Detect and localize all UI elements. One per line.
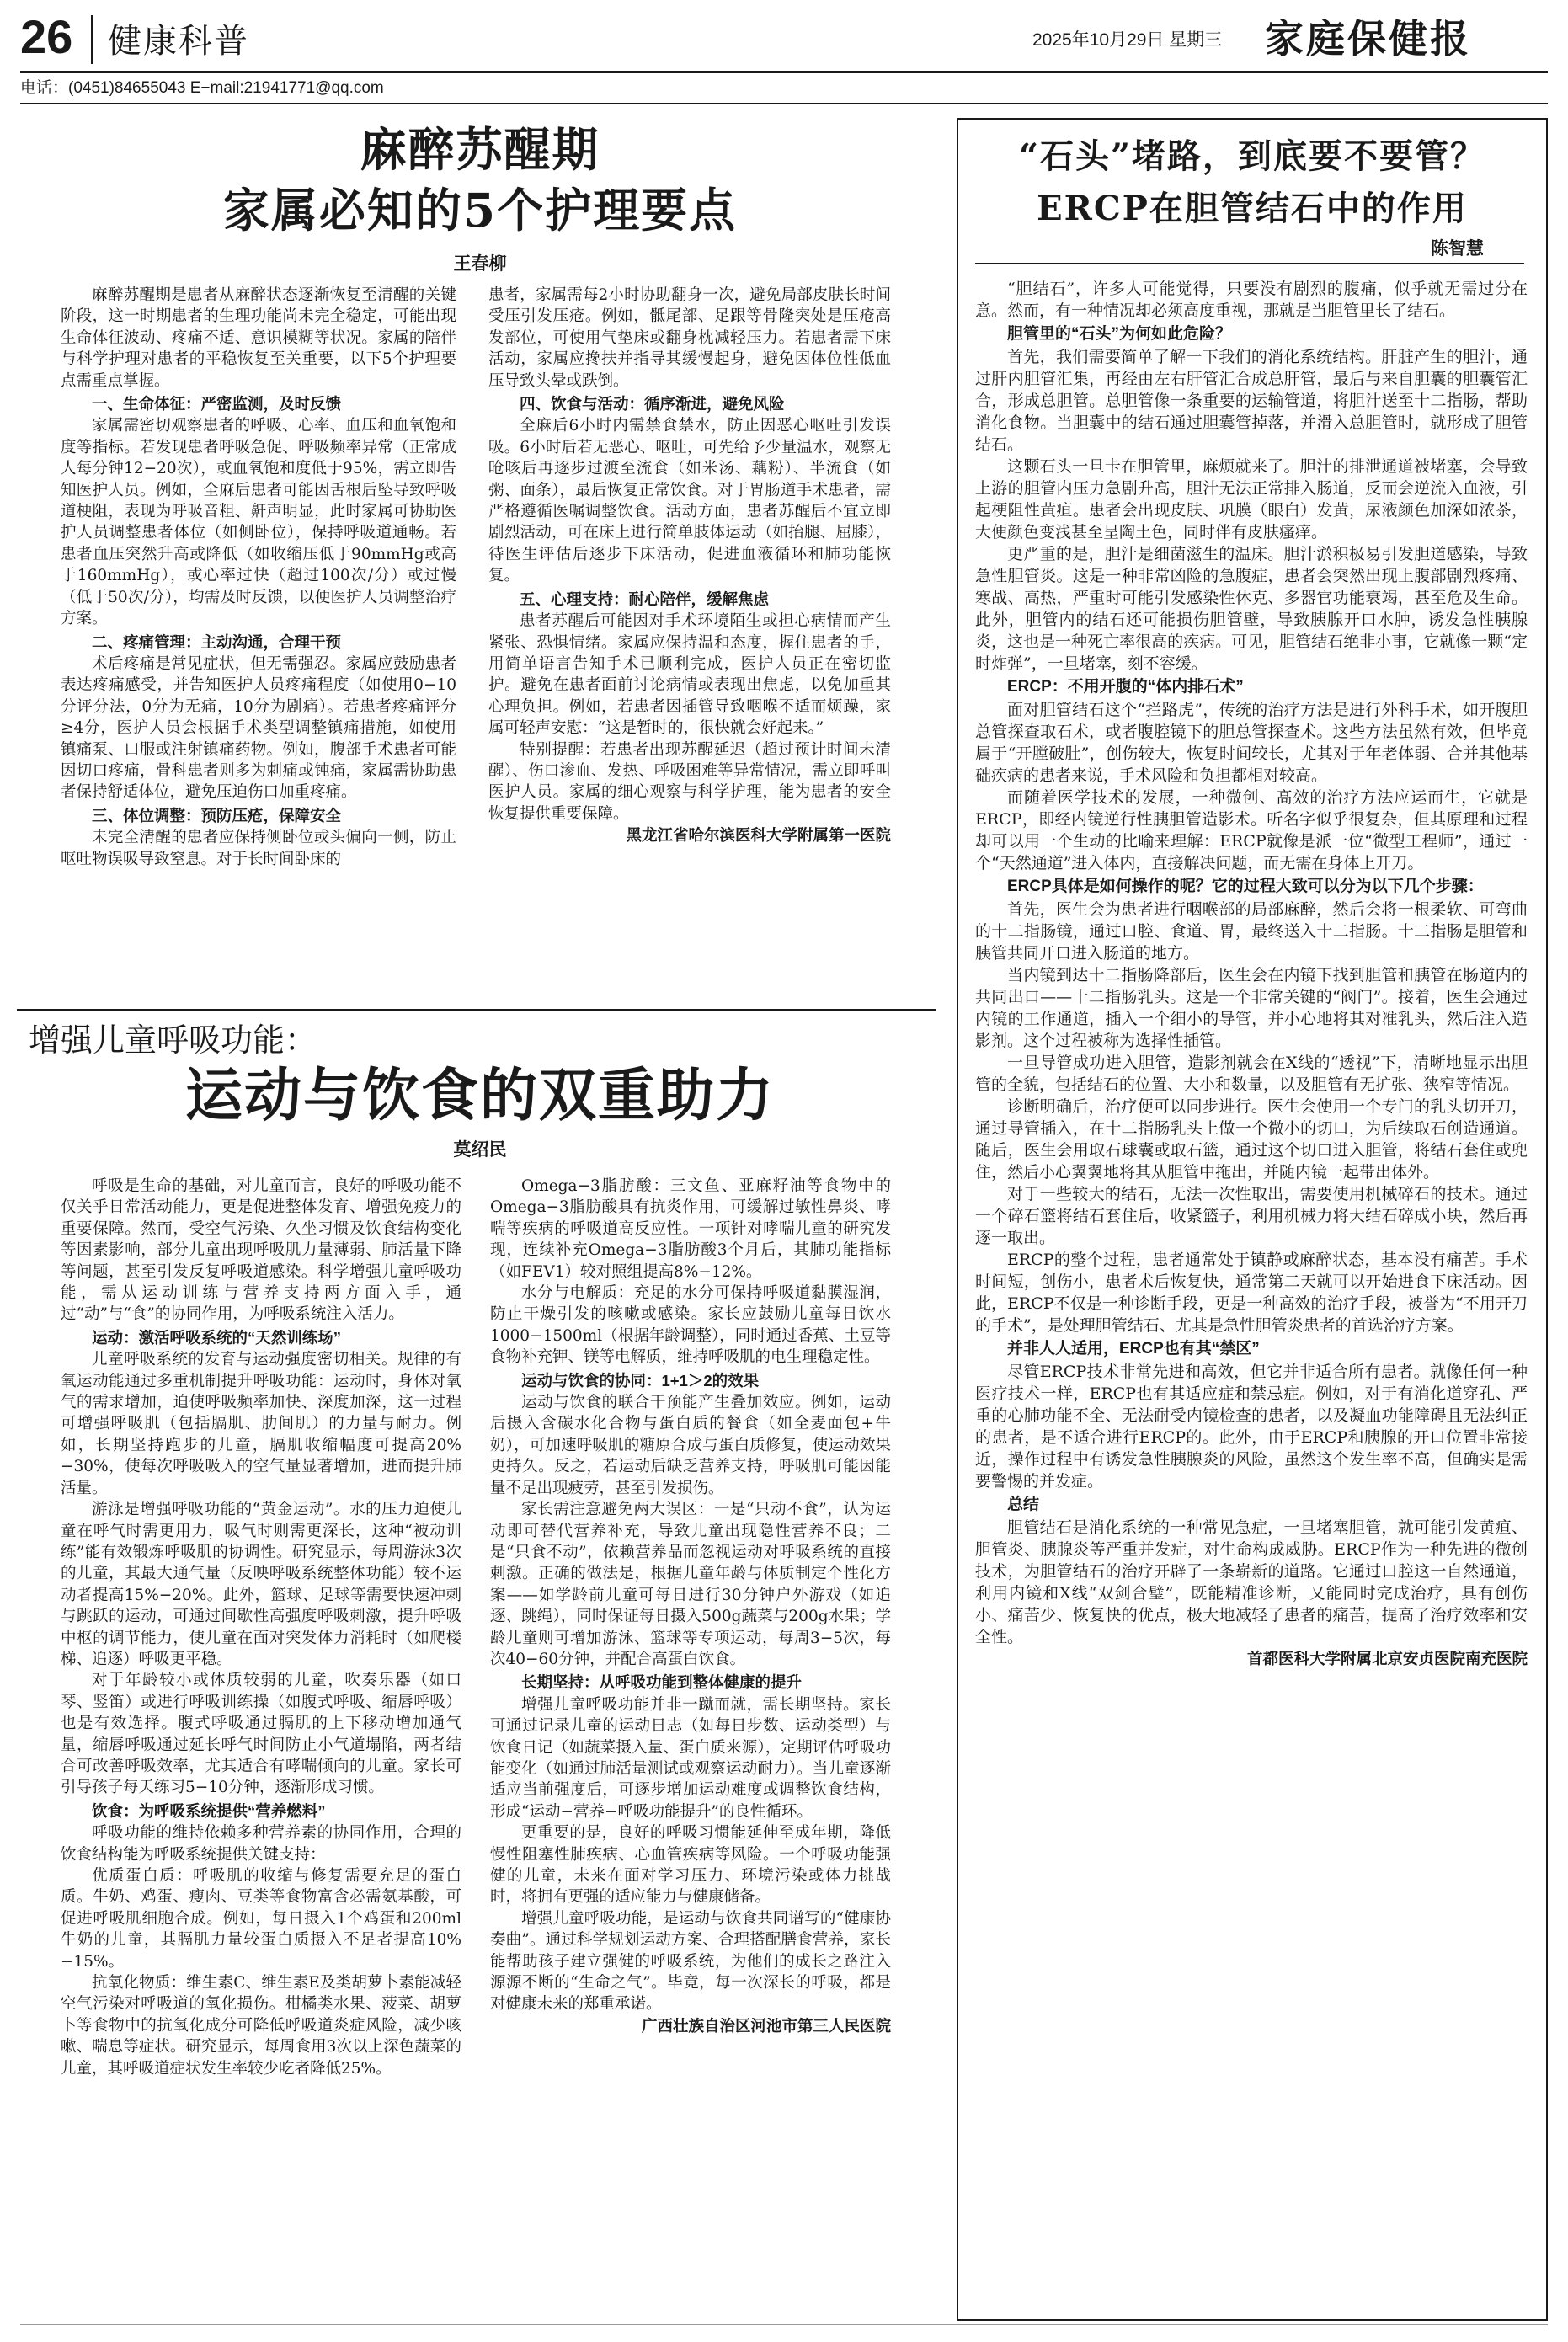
newspaper-name: 家庭保健报	[1265, 16, 1471, 61]
paragraph: 患者，家属需每2小时协助翻身一次，避免局部皮肤长时间受压引发压疮。例如，骶尾部、足跟等骨隆突处是压疮高发部位，可使用气垫床或翻身枕减轻压力。若患者需下床活动，家属应搀扶并指导其缓慢起身，避免因体位性低血压导致头晕或跌倒。	[488, 286, 891, 390]
subheading: 运动：激活呼吸系统的“天然训练场”	[92, 1328, 342, 1347]
subheading: 一、生命体征：严密监测，及时反馈	[92, 395, 342, 413]
header-divider	[91, 15, 93, 64]
article1-title-line1: 麻醉苏醒期	[360, 122, 600, 177]
article1-title	[51, 120, 909, 241]
contact-rule	[20, 103, 1548, 104]
article3-author: 陈智慧	[1431, 239, 1484, 259]
paragraph: 更严重的是，胆汁是细菌滋生的温床。胆汁淤积极易引发胆道感染，导致急性胆管炎。这是一种非常凶险的急腹症，患者会突然出现上腹部剧烈疼痛、寒战、高热，严重时可能引发感染性休克、多器官功能衰竭，甚至危及生命。此外，胆管内的结石还可能损伤胆管壁，导致胰腺开口水肿，诱发急性胰腺炎，这也是一种死亡率很高的疾病。可见，胆管结石绝非小事，它就像一颗“定时炸弹”，一旦堵塞，刻不容缓。	[975, 545, 1528, 673]
contact-line: 电话：(0451)84655043 E−mail:21941771@qq.com	[20, 79, 384, 97]
paragraph: 呼吸是生命的基础，对儿童而言，良好的呼吸功能不仅关乎日常活动能力，更是促进整体发育、增强免疫力的重要保障。然而，受空气污染、久坐习惯及饮食结构变化等因素影响，部分儿童出现呼吸肌力量薄弱、肺活量下降等问题，甚至引发反复呼吸道感染。科学增强儿童呼吸功能，需从运动训练与营养支持两方面入手，通过“动”与“食”的协同作用，为呼吸系统注入活力。	[61, 1177, 461, 1324]
paragraph: 特别提醒：若患者出现苏醒延迟（超过预计时间未清醒）、伤口渗血、发热、呼吸困难等异常情况，需立即呼叫医护人员。家属的细心观察与科学护理，能为患者的安全恢复提供重要保障。	[488, 740, 891, 823]
author-affiliation: 首都医科大学附属北京安贞医院南充医院	[1246, 1650, 1528, 1667]
paragraph: 游泳是增强呼吸功能的“黄金运动”。水的压力迫使儿童在呼气时需更用力，吸气时则需更深长，这种“被动训练”能有效锻炼呼吸肌的协调性。研究显示，每周游泳3次的儿童，其最大通气量（反映呼吸系统整体功能）较不运动者提高15%−20%。此外，篮球、足球等需要快速冲刺与跳跃的运动，可通过间歇性高强度呼吸刺激，提升呼吸中枢的调节能力，使儿童在面对突发体力消耗时（如爬楼梯、追逐）呼吸更平稳。	[61, 1501, 461, 1668]
article2-column-left	[61, 1176, 461, 2313]
paragraph: 更重要的是，良好的呼吸习惯能延伸至成年期，降低慢性阻塞性肺疾病、心血管疾病等风险。一个呼吸功能强健的儿童，未来在面对学习压力、环境污染或体力挑战时，将拥有更强的适应能力与健康储备。	[490, 1824, 891, 1907]
author-affiliation: 黑龙江省哈尔滨医科大学附属第一医院	[626, 826, 891, 845]
paragraph: 儿童呼吸系统的发育与运动强度密切相关。规律的有氧运动能通过多重机制提升呼吸功能：运动时，身体对氧气的需求增加，迫使呼吸频率加快、深度加深，这一过程可增强呼吸肌（包括膈肌、肋间肌）的力量与耐力。例如，长期坚持跑步的儿童，膈肌收缩幅度可提高20%−30%，使每次呼吸吸入的空气量显著增加，进而提升肺活量。	[61, 1351, 461, 1497]
paragraph: ERCP的整个过程，患者通常处于镇静或麻醉状态，基本没有痛苦。手术时间短，创伤小，患者术后恢复快，通常第二天就可以开始进食下床活动。因此，ERCP不仅是一种诊断手段，更是一种高效的治疗手段，被誉为“不用开刀的手术”，是处理胆管结石、尤其是急性胆管炎患者的首选治疗方案。	[975, 1251, 1528, 1335]
paragraph: 抗氧化物质：维生素C、维生素E及类胡萝卜素能减轻空气污染对呼吸道的氧化损伤。柑橘类水果、菠菜、胡萝卜等食物中的抗氧化成分可降低呼吸道炎症风险，减少咳嗽、喘息等症状。研究显示，每周食用3次以上深色蔬菜的儿童，其呼吸道症状发生率较少吃者降低25%。	[61, 1974, 461, 2078]
paragraph: 优质蛋白质：呼吸肌的收缩与修复需要充足的蛋白质。牛奶、鸡蛋、瘦肉、豆类等食物富含必需氨基酸，可促进呼吸肌细胞合成。例如，每日摄入1个鸡蛋和200ml牛奶的儿童，其膈肌力量较蛋白质摄入不足者提高10%−15%。	[61, 1867, 461, 1971]
paragraph: 而随着医学技术的发展，一种微创、高效的治疗方法应运而生，它就是ERCP，即经内镜逆行性胰胆管造影术。听名字似乎很复杂，但其原理和过程却可以用一个生动的比喻来理解：ERCP就像是派一位“微型工程师”，通过一个“天然通道”进入体内，直接解决问题，而无需在身体上开刀。	[975, 788, 1528, 872]
paragraph: “胆结石”，许多人可能觉得，只要没有剧烈的腹痛，似乎就无需过分在意。然而，有一种情况却必须高度重视，那就是当胆管里长了结石。	[975, 280, 1528, 320]
paragraph: 水分与电解质：充足的水分可保持呼吸道黏膜湿润，防止干燥引发的咳嗽或感染。家长应鼓励儿童每日饮水1000−1500ml（根据年龄调整），同时通过香蕉、土豆等食物补充钾、镁等电解质，维持呼吸肌的电生理稳定性。	[490, 1284, 891, 1367]
paragraph: 未完全清醒的患者应保持侧卧位或头偏向一侧，防止呕吐物误吸导致窒息。对于长时间卧床的	[61, 829, 456, 868]
article2-kicker: 增强儿童呼吸功能：	[29, 1023, 317, 1059]
paragraph: 全麻后6小时内需禁食禁水，防止因恶心呕吐引发误吸。6小时后若无恶心、呕吐，可先给予少量温水，观察无呛咳后再逐步过渡至流食（如米汤、藕粉）、半流食（如粥、面条），最后恢复正常饮食。对于胃肠道手术患者，需严格遵循医嘱调整饮食。活动方面，患者苏醒后不宜立即剧烈活动，可在床上进行简单肢体运动（如抬腿、屈膝），待医生评估后逐步下床活动，促进血液循环和肺功能恢复。	[488, 417, 891, 585]
issue-date: 2025年10月29日 星期三	[1032, 30, 1223, 50]
section-title: 健康科普	[108, 23, 249, 60]
subheading: 五、心理支持：耐心陪伴，缓解焦虑	[520, 590, 770, 608]
article1-author: 王春柳	[453, 254, 507, 274]
article2-author: 莫绍民	[453, 1140, 507, 1160]
article2-column-right	[490, 1176, 891, 2313]
subheading: 并非人人适用，ERCP也有其“禁区”	[1007, 1340, 1260, 1358]
subheading: 胆管里的“石头”为何如此危险？	[1007, 325, 1232, 343]
subheading: ERCP具体是如何操作的呢？它的过程大致可以分为以下几个步骤：	[1007, 878, 1484, 895]
author-affiliation: 广西壮族自治区河池市第三人民医院	[641, 2016, 891, 2035]
article3-title-line1: “石头”堵路，到底要不要管？	[1018, 136, 1485, 176]
paragraph: 胆管结石是消化系统的一种常见急症，一旦堵塞胆管，就可能引发黄疸、胆管炎、胰腺炎等严重并发症，对生命构成威胁。ERCP作为一种先进的微创技术，为胆管结石的治疗开辟了一条崭新的道路。它通过口腔这一自然通道，利用内镜和X线“双剑合璧”，既能精准诊断，又能同时完成治疗，具有创伤小、痛苦少、恢复快的优点，极大地减轻了患者的痛苦，提高了治疗效率和安全性。	[975, 1518, 1528, 1646]
paragraph: 首先，医生会为患者进行咽喉部的局部麻醉，然后会将一根柔软、可弯曲的十二指肠镜，通过口腔、食道、胃，最终送入十二指肠。十二指肠是胆管和胰管共同开口进入肠道的地方。	[975, 900, 1528, 963]
subheading: 三、体位调整：预防压疮，保障安全	[92, 806, 342, 824]
subheading: 饮食：为呼吸系统提供“营养燃料”	[92, 1801, 326, 1820]
paragraph: 对于年龄较小或体质较弱的儿童，吹奏乐器（如口琴、竖笛）或进行呼吸训练操（如腹式呼吸、缩唇呼吸）也是有效选择。腹式呼吸通过膈肌的上下移动增加通气量，缩唇呼吸通过延长呼气时间防止小气道塌陷，两者结合可改善呼吸效率，尤其适合有哮喘倾向的儿童。家长可引导孩子每天练习5−10分钟，逐渐形成习惯。	[61, 1672, 461, 1797]
paragraph: 面对胆管结石这个“拦路虎”，传统的治疗方法是进行外科手术，如开腹胆总管探查取石术，或者腹腔镜下的胆总管探查术。这些方法虽然有效，但毕竟属于“开膛破肚”，创伤较大，恢复时间较长，尤其对于年老体弱、合并其他基础疾病的患者来说，手术风险和负担都相对较高。	[975, 701, 1528, 785]
article1-title-line2: 家属必知的5个护理要点	[222, 183, 738, 237]
footer-rule	[20, 2324, 1548, 2325]
paragraph: 首先，我们需要简单了解一下我们的消化系统结构。肝脏产生的胆汁，通过肝内胆管汇集，再经由左右肝管汇合成总肝管，最后与来自胆囊的胆囊管汇合，形成总胆管。总胆管像一条重要的运输管道，将胆汁送至十二指肠，帮助消化食物。当胆囊中的结石通过胆囊管掉落，并滑入总胆管时，就形成了胆管结石。	[975, 348, 1528, 454]
paragraph: 一旦导管成功进入胆管，造影剂就会在X线的“透视”下，清晰地显示出胆管的全貌，包括结石的位置、大小和数量，以及胆管有无扩张、狭窄等情况。	[975, 1054, 1528, 1094]
paragraph: 增强儿童呼吸功能并非一蹴而就，需长期坚持。家长可通过记录儿童的运动日志（如每日步数、运动类型）与饮食日记（如蔬菜摄入量、蛋白质来源），定期评估呼吸功能变化（如通过肺活量测试或观察运动耐力）。当儿童逐渐适应当前强度后，可逐步增加运动难度或调整饮食结构，形成“运动−营养−呼吸功能提升”的良性循环。	[490, 1695, 891, 1821]
article3-body	[975, 278, 1528, 2313]
article2-title: 运动与饮食的双重助力	[184, 1062, 775, 1129]
paragraph: 增强儿童呼吸功能，是运动与饮食共同谱写的“健康协奏曲”。通过科学规划运动方案、合理搭配膳食营养，家长能帮助孩子建立强健的呼吸系统，为他们的成长之路注入源源不断的“生命之气”。毕竟，每一次深长的呼吸，都是对健康未来的郑重承诺。	[490, 1909, 891, 2014]
article3-title-rule	[975, 263, 1524, 264]
subheading: ERCP：不用开腹的“体内排石术”	[1007, 678, 1244, 696]
article-divider	[17, 1009, 936, 1011]
paragraph: 家属需密切观察患者的呼吸、心率、血压和血氧饱和度等指标。若发现患者呼吸急促、呼吸频率异常（正常成人每分钟12−20次），或血氧饱和度低于95%，需立即告知医护人员。例如，全麻后患者可能因舌根后坠导致呼吸道梗阻，表现为呼吸音粗、鼾声明显，此时家属可协助医护人员调整患者体位（如侧卧位），保持呼吸道通畅。若患者血压突然升高或降低（如收缩压低于90mmHg或高于160mmHg），或心率过快（超过100次/分）或过慢（低于50次/分），均需及时反馈，以便医护人员调整治疗方案。	[61, 417, 456, 628]
paragraph: 运动与饮食的联合干预能产生叠加效应。例如，运动后摄入含碳水化合物与蛋白质的餐食（如全麦面包+牛奶），可加速呼吸肌的糖原合成与蛋白质修复，使运动效果更持久。反之，若运动后缺乏营养支持，呼吸肌可能因能量不足出现疲劳，甚至引发损伤。	[490, 1394, 891, 1497]
paragraph: 家长需注意避免两大误区：一是“只动不食”，认为运动即可替代营养补充，导致儿童出现隐性营养不良；二是“只食不动”，依赖营养品而忽视运动对呼吸系统的直接刺激。正确的做法是，根据儿童年龄与体质制定个性化方案——如学龄前儿童可每日进行30分钟户外游戏（如追逐、跳绳），同时保证每日摄入500g蔬菜与200g水果；学龄儿童则可增加游泳、篮球等专项运动，每周3−5次，每次40−60分钟，并配合高蛋白饮食。	[490, 1501, 891, 1668]
paragraph: 尽管ERCP技术非常先进和高效，但它并非适合所有患者。就像任何一种医疗技术一样，ERCP也有其适应症和禁忌症。例如，对于有消化道穿孔、严重的心肺功能不全、无法耐受内镜检查的患者，以及凝血功能障碍且无法纠正的患者，是不适合进行ERCP的。此外，由于ERCP和胰腺的开口位置非常接近，操作过程中有诱发急性胰腺炎的风险，虽然这个发生率不高，但确实是需要警惕的并发症。	[975, 1363, 1528, 1491]
paragraph: 麻醉苏醒期是患者从麻醉状态逐渐恢复至清醒的关键阶段，这一时期患者的生理功能尚未完全稳定，可能出现生命体征波动、疼痛不适、意识模糊等状况。家属的陪伴与科学护理对患者的平稳恢复至关重要，以下5个护理要点需重点掌握。	[61, 286, 456, 390]
subheading: 二、疼痛管理：主动沟通，合理干预	[92, 632, 342, 651]
subheading: 运动与饮食的协同：1+1＞2的效果	[521, 1371, 760, 1390]
subheading: 总结	[1007, 1496, 1040, 1513]
article3-title-line2: ERCP在胆管结石中的作用	[1037, 189, 1468, 228]
paragraph: Omega−3脂肪酸：三文鱼、亚麻籽油等食物中的Omega−3脂肪酸具有抗炎作用，可缓解过敏性鼻炎、哮喘等疾病的呼吸道高反应性。一项针对哮喘儿童的研究发现，连续补充Omega−3脂肪酸3个月后，其肺功能指标（如FEV1）较对照组提高8%−12%。	[490, 1177, 891, 1281]
page-number: 26	[20, 10, 73, 63]
paragraph: 诊断明确后，治疗便可以同步进行。医生会使用一个专门的乳头切开刀，通过导管插入，在十二指肠乳头上做一个微小的切口，为后续取石创造通道。随后，医生会用取石球囊或取石篮，通过这个切口进入胆管，将结石套住或兜住，然后小心翼翼地将其从胆管中拖出，并随内镜一起带出体外。	[975, 1097, 1528, 1182]
paragraph: 当内镜到达十二指肠降部后，医生会在内镜下找到胆管和胰管在肠道内的共同出口——十二指肠乳头。这是一个非常关键的“阀门”。接着，医生会通过内镜的工作通道，插入一个细小的导管，并小心地将其对准乳头，然后注入造影剂。这个过程被称为选择性插管。	[975, 966, 1528, 1050]
subheading: 四、饮食与活动：循序渐进，避免风险	[520, 395, 785, 413]
paragraph: 呼吸功能的维持依赖多种营养素的协同作用，合理的饮食结构能为呼吸系统提供关键支持：	[61, 1824, 461, 1864]
paragraph: 患者苏醒后可能因对手术环境陌生或担心病情而产生紧张、恐惧情绪。家属应保持温和态度，握住患者的手，用简单语言告知手术已顺利完成，医护人员正在密切监护。避免在患者面前讨论病情或表现出焦虑，以免加重其心理负担。例如，若患者因插管导致咽喉不适而烦躁，家属可轻声安慰：“这是暂时的，很快就会好起来。”	[488, 612, 891, 738]
article1-column-left	[61, 285, 456, 1009]
paragraph: 术后疼痛是常见症状，但无需强忍。家属应鼓励患者表达疼痛感受，并告知医护人员疼痛程度（如使用0−10分评分法，0分为无痛，10分为剧痛）。若患者疼痛评分≥4分，医护人员会根据手术类型调整镇痛措施，如使用镇痛泵、口服或注射镇痛药物。例如，腹部手术患者可能因切口疼痛，骨科患者则多为刺痛或钝痛，家属需协助患者保持舒适体位，避免压迫伤口加重疼痛。	[61, 654, 456, 802]
subheading: 长期坚持：从呼吸功能到整体健康的提升	[521, 1673, 803, 1692]
paragraph: 这颗石头一旦卡在胆管里，麻烦就来了。胆汁的排泄通道被堵塞，会导致上游的胆管内压力急剧升高，胆汁无法正常排入肠道，反而会逆流入血液，引起梗阻性黄疸。患者会出现皮肤、巩膜（眼白）发黄，尿液颜色加深如浓茶，大便颜色变浅甚至呈陶土色，同时伴有皮肤瘙痒。	[975, 457, 1528, 541]
article1-column-right	[488, 285, 891, 1009]
header-rule	[20, 71, 1548, 73]
paragraph: 对于一些较大的结石，无法一次性取出，需要使用机械碎石的技术。通过一个碎石篮将结石套住后，收紧篮子，利用机械力将大结石碎成小块，然后再逐一取出。	[975, 1185, 1528, 1247]
